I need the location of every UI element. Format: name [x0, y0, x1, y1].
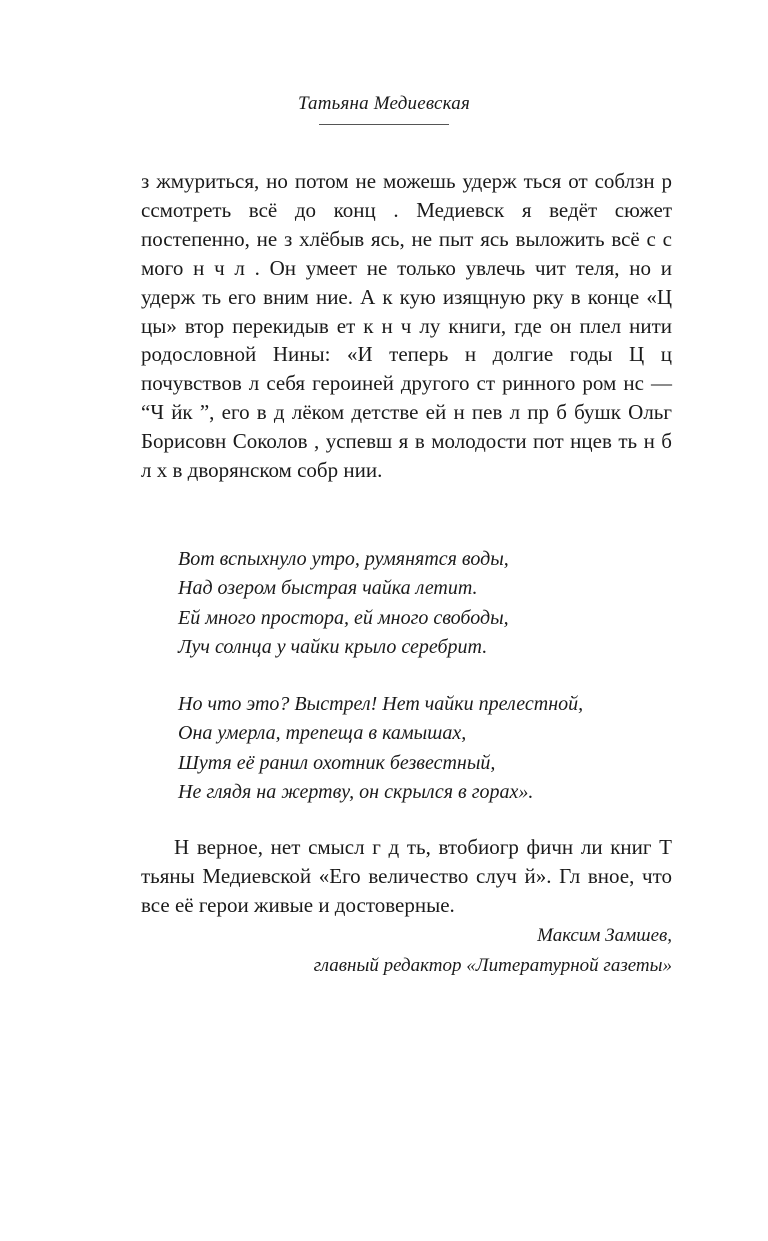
signature-name: Максим Замшев, [537, 925, 672, 946]
poem-line: Над озером быстрая чайка летит. [178, 577, 478, 600]
poem-line: Но что это? Выстрел! Нет чайки прелестной, [178, 693, 584, 715]
poem-stanza [178, 545, 658, 662]
poem-line: Луч солнца у чайки крыло серебрит. [178, 635, 488, 658]
poem-line: Шутя её ранил охотник безвестный, [178, 751, 496, 774]
closing-text [141, 833, 672, 920]
paragraph: з жмуриться, но потом не можешь удерж ться от соблзн р ссмотреть всё до конц . Медиевск я ведёт сюжет постепенно, не з хлёбыв ясь, не пыт ясь выложить всё с с мого н ч л . Он умеет не только увлечь чит теля, но и удерж ть его вним ние. А к кую изящную рку в конце «Ц цы» втор перекидыв ет к н ч лу книги, где он плел нити родословной Нины: «И теперь н долгие годы Ц ц почувствов л себя героиней другого ст ринного ром нс — “Ч йк ”, его в д лёком детстве ей н пев л пр б бушк Ольг Борисовн Соколов , успевш я в молодости пот нцев ть н б л х в дворянском собр нии. [141, 169, 672, 483]
poem-line: Не глядя на жертву, он скрылся в горах». [178, 780, 534, 803]
paragraph: Н верное, нет смысл г д ть, втобиогр фичн ли книг Т тьяны Медиевской «Его величество случ й». Гл вное, что все её герои живые и достоверные. [141, 835, 672, 917]
running-head: Татьяна Медиевская [297, 93, 471, 114]
poem-stanza [178, 690, 658, 807]
poem-line: Ей много простора, ей много свободы, [178, 606, 509, 629]
poem-line: Вот вспыхнуло утро, румянятся воды, [178, 548, 509, 570]
main-text [141, 167, 672, 485]
poem-line: Она умерла, трепеща в камышах, [178, 722, 467, 745]
signature-role: главный редактор «Литературной газеты» [313, 955, 672, 976]
header-rule [319, 124, 449, 125]
